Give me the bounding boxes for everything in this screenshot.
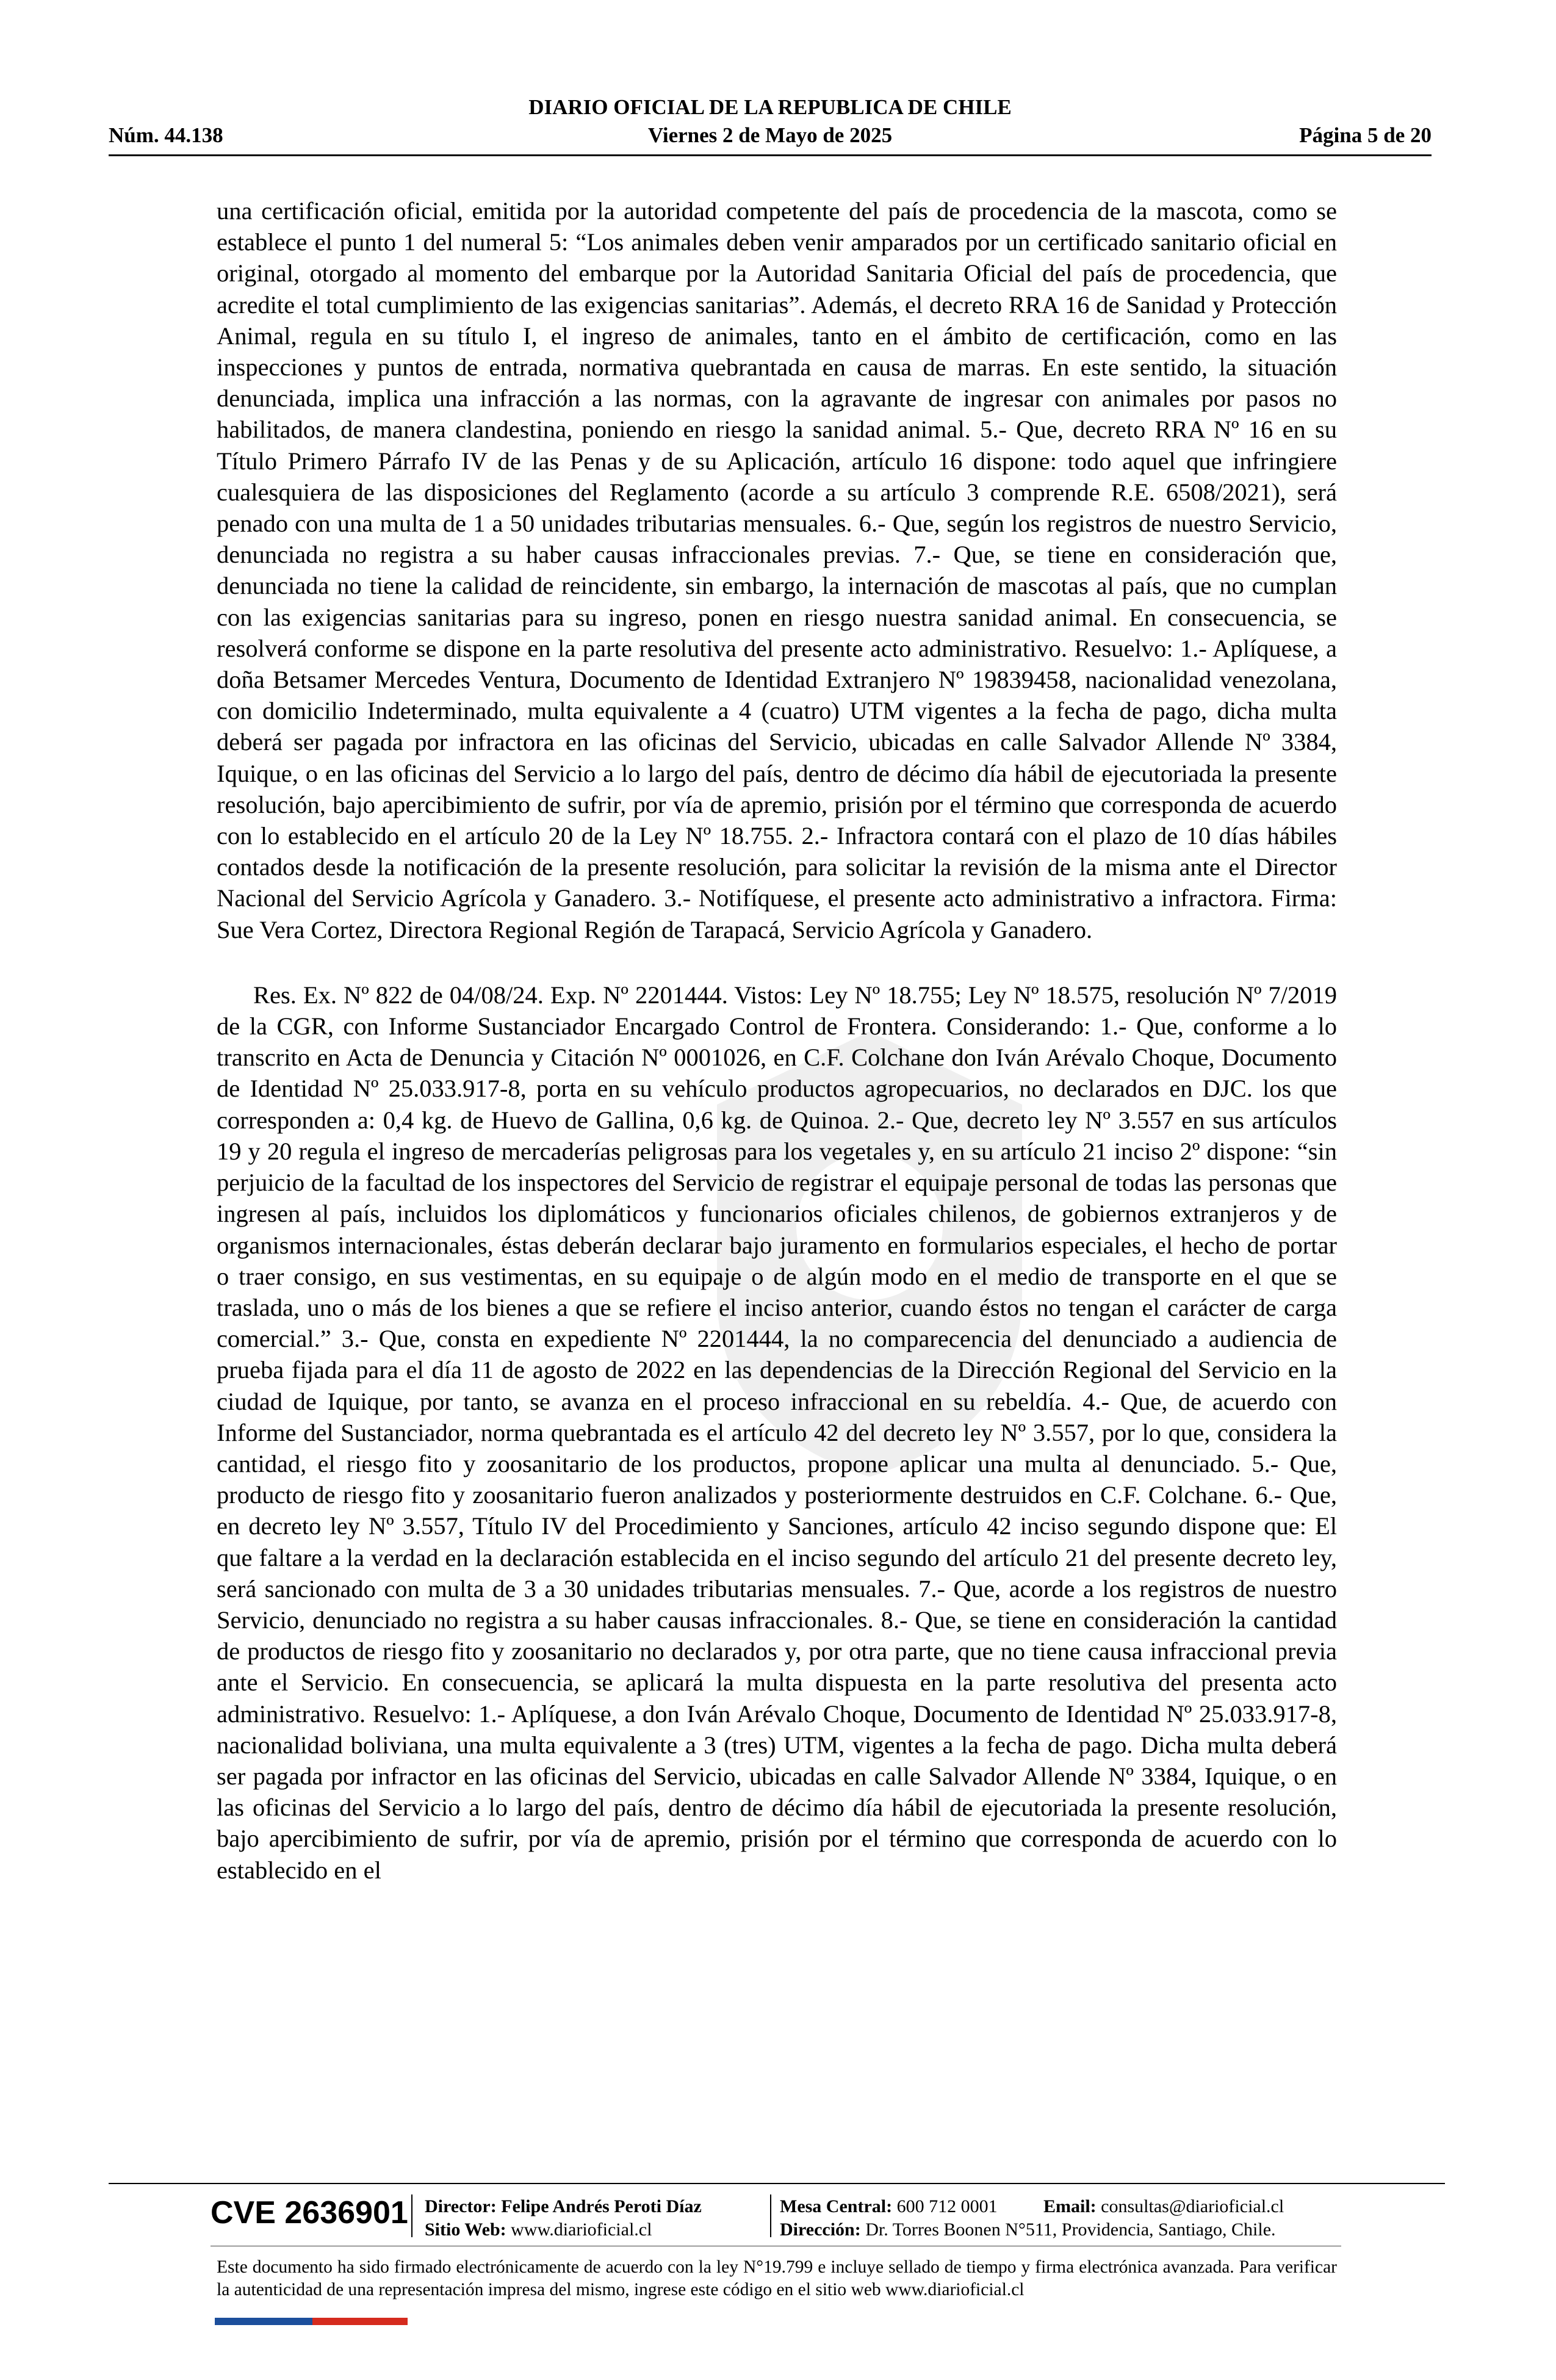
footer-divider (109, 2183, 1445, 2184)
email-info (1043, 2195, 1284, 2218)
body-paragraph: Res. Ex. Nº 822 de 04/08/24. Exp. Nº 2201444. Vistos: Ley Nº 18.755; Ley Nº 18.575, resolución Nº 7/2019 de la CGR, con Informe Sustanciador Encargado Control de Frontera. Considerando: 1.- Que, conforme a lo transcrito en Acta de Denuncia y Citación Nº 0001026, en C.F. Colchane don Iván Arévalo Choque, Documento de Identidad Nº 25.033.917-8, porta en su vehículo productos agropecuarios, no declarados en DJC. los que corresponden a: 0,4 kg. de Huevo de Gallina, 0,6 kg. de Quinoa. 2.- Que, decreto ley Nº 3.557 en sus artículos 19 y 20 regula el ingreso de mercaderías peligrosas para los vegetales y, en su artículo 21 inciso 2º dispone: “sin perjuicio de la facultad de los inspectores del Servicio de registrar el equipaje personal de todas las personas que ingresen al país, incluidos los diplomáticos y funcionarios oficiales chilenos, de gobiernos extranjeros y de organismos internacionales, éstas deberán declarar bajo juramento en formularios especiales, el hecho de portar o traer consigo, en sus vestimentas, en su equipaje o de algún modo en el medio de transporte en el que se traslada, uno o más de los bienes a que se refiere el inciso anterior, cuando éstos no tengan el carácter de carga comercial.” 3.- Que, consta en expediente Nº 2201444, la no comparecencia del denunciado a audiencia de prueba fijada para el día 11 de agosto de 2022 en las dependencias de la Dirección Regional del Servicio en la ciudad de Iquique, por tanto, se avanza en el proceso infraccional en su rebeldía. 4.- Que, de acuerdo con Informe del Sustanciador, norma quebrantada es el artículo 42 del decreto ley Nº 3.557, por lo que, considera la cantidad, el riesgo fito y zoosanitario de los productos, propone aplicar una multa al denunciado. 5.- Que, producto de riesgo fito y zoosanitario fueron analizados y posteriormente destruidos en C.F. Colchane. 6.- Que, en decreto ley Nº 3.557, Título IV del Procedimiento y Sanciones, artículo 42 inciso segundo dispone que: El que faltare a la verdad en la declaración establecida en el inciso segundo del artículo 21 del presente decreto ley, será sancionado con multa de 3 a 30 unidades tributarias mensuales. 7.- Que, acorde a los registros de nuestro Servicio, denunciado no registra a su haber causas infraccionales. 8.- Que, se tiene en consideración la cantidad de productos de riesgo fito y zoosanitario no declarados y, por otra parte, que no tiene causa infraccional previa ante el Servicio. En consecuencia, se aplicará la multa dispuesta en la parte resolutiva del presenta acto administrativo. Resuelvo: 1.- Aplíquese, a don Iván Arévalo Choque, Documento de Identidad Nº 25.033.917-8, nacionalidad boliviana, una multa equivalente a 3 (tres) UTM, vigentes a la fecha de pago. Dicha multa deberá ser pagada por infractor en las oficinas del Servicio, ubicadas en calle Salvador Allende Nº 3384, Iquique, o en las oficinas del Servicio a lo largo del país, dentro de décimo día hábil de ejecutoriada la presente resolución, bajo apercibimiento de sufrir, por vía de apremio, prisión por el término que corresponda de acuerdo con lo establecido en el (217, 981, 1337, 1884)
legal-notice: Este documento ha sido firmado electrónicamente de acuerdo con la ley N°19.799 e incluye sellado de tiempo y firma electrónica avanzada. Para verificar la autenticidad de una representación impresa del mismo, ingrese este código en el sitio web www.diarioficial.cl (217, 2257, 1337, 2299)
phone-number: 600 712 0001 (896, 2196, 998, 2216)
address-value: Dr. Torres Boonen N°511, Providencia, Santiago, Chile. (865, 2220, 1276, 2240)
website-label: Sitio Web: (425, 2220, 506, 2240)
flag-stripe-blue (215, 2318, 312, 2325)
address-info (780, 2218, 1276, 2241)
page-header (109, 93, 1432, 154)
issue-number: Núm. 44.138 (109, 123, 223, 147)
flag-stripe-red (312, 2318, 408, 2325)
page-number: Página 5 de 20 (1299, 123, 1432, 147)
email-link[interactable]: consultas@diarioficial.cl (1101, 2196, 1284, 2216)
cve-code: CVE 2636901 (211, 2195, 408, 2230)
footer-separator (770, 2194, 771, 2237)
email-label: Email: (1043, 2196, 1097, 2216)
director-name: Felipe Andrés Peroti Díaz (501, 2196, 702, 2216)
header-divider (109, 154, 1432, 156)
footer-separator (411, 2194, 412, 2237)
phone-info (780, 2195, 998, 2218)
director-info (425, 2195, 702, 2218)
website-info (425, 2218, 652, 2241)
address-label: Dirección: (780, 2220, 861, 2240)
document-body (217, 195, 1337, 1886)
phone-label: Mesa Central: (780, 2196, 893, 2216)
website-link[interactable]: www.diarioficial.cl (511, 2220, 652, 2240)
issue-date: Viernes 2 de Mayo de 2025 (647, 123, 893, 147)
director-label: Director: (425, 2196, 497, 2216)
publication-title: DIARIO OFICIAL DE LA REPUBLICA DE CHILE (528, 95, 1012, 119)
body-paragraph: una certificación oficial, emitida por la autoridad competente del país de procedencia de la mascota, como se establece el punto 1 del numeral 5: “Los animales deben venir amparados por un certificado sanitario oficial en original, otorgado al momento del embarque por la Autoridad Sanitaria Oficial del país de procedencia, que acredite el total cumplimiento de las exigencias sanitarias”. Además, el decreto RRA 16 de Sanidad y Protección Animal, regula en su título I, el ingreso de animales, tanto en el ámbito de certificación, como en las inspecciones y puntos de entrada, normativa quebrantada en causa de marras. En este sentido, la situación denunciada, implica una infracción a las normas, con la agravante de ingresar con animales por pasos no habilitados, de manera clandestina, poniendo en riesgo la sanidad animal. 5.- Que, decreto RRA Nº 16 en su Título Primero Párrafo IV de las Penas y de su Aplicación, artículo 16 dispone: todo aquel que infringiere cualesquiera de las disposiciones del Reglamento (acorde a su artículo 3 comprende R.E. 6508/2021), será penado con una multa de 1 a 50 unidades tributarias mensuales. 6.- Que, según los registros de nuestro Servicio, denunciada no registra a su haber causas infraccionales previas. 7.- Que, se tiene en consideración que, denunciada no tiene la calidad de reincidente, sin embargo, la internación de mascotas al país, que no cumplan con las exigencias sanitarias para su ingreso, ponen en riesgo nuestra sanidad animal. En consecuencia, se resolverá conforme se dispone en la parte resolutiva del presente acto administrativo. Resuelvo: 1.- Aplíquese, a doña Betsamer Mercedes Ventura, Documento de Identidad Extranjero Nº 19839458, nacionalidad venezolana, con domicilio Indeterminado, multa equivalente a 4 (cuatro) UTM vigentes a la fecha de pago, dicha multa deberá ser pagada por infractora en las oficinas del Servicio, ubicadas en calle Salvador Allende Nº 3384, Iquique, o en las oficinas del Servicio a lo largo del país, dentro de décimo día hábil de ejecutoriada la presente resolución, bajo apercibimiento de sufrir, por vía de apremio, prisión por el término que corresponda de acuerdo con lo establecido en el artículo 20 de la Ley Nº 18.755. 2.- Infractora contará con el plazo de 10 días hábiles contados desde la notificación de la presente resolución, para solicitar la revisión de la misma ante el Director Nacional del Servicio Agrícola y Ganadero. 3.- Notifíquese, el presente acto administrativo a infractora. Firma: Sue Vera Cortez, Directora Regional Región de Tarapacá, Servicio Agrícola y Ganadero. (217, 197, 1337, 943)
